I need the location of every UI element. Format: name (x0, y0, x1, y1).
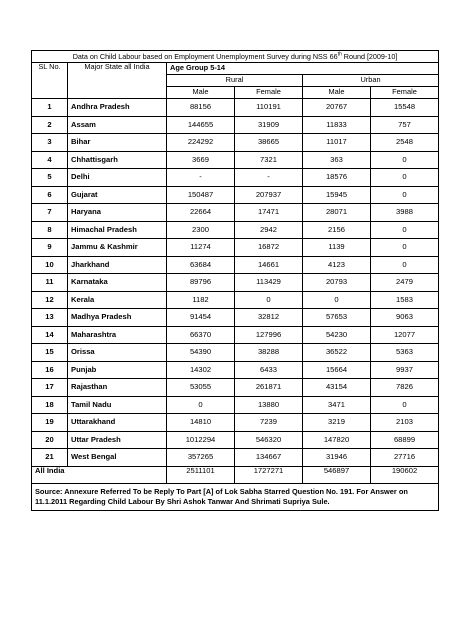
urban-female-cell: 0 (371, 396, 439, 414)
urban-male-cell: 20767 (303, 99, 371, 117)
rural-male-cell: 357265 (167, 449, 235, 467)
rural-female-cell: 546320 (235, 431, 303, 449)
state-name-cell: Kerala (68, 291, 167, 309)
urban-female-cell: 2103 (371, 414, 439, 432)
table-title-sup: th (337, 51, 342, 58)
urban-header: Urban (303, 75, 439, 87)
state-name-cell: Andhra Pradesh (68, 99, 167, 117)
urban-male-cell: 11017 (303, 134, 371, 152)
state-name-cell: Uttarakhand (68, 414, 167, 432)
sl-no-cell: 5 (32, 169, 68, 187)
table-row (32, 344, 439, 362)
urban-male-cell: 28071 (303, 204, 371, 222)
table-title (32, 51, 439, 63)
rural-female-cell: - (235, 169, 303, 187)
sl-no-cell: 11 (32, 274, 68, 292)
rural-female-cell: 38288 (235, 344, 303, 362)
state-name-cell: Tamil Nadu (68, 396, 167, 414)
sl-no-cell: 13 (32, 309, 68, 327)
sl-no-cell: 6 (32, 186, 68, 204)
table-title-tail: Round [2009-10] (341, 51, 398, 61)
table-row (32, 99, 439, 117)
urban-male-cell: 15945 (303, 186, 371, 204)
rural-male-cell: 1182 (167, 291, 235, 309)
urban-male-cell: 20793 (303, 274, 371, 292)
rural-female-cell: 17471 (235, 204, 303, 222)
rural-male-cell: 22664 (167, 204, 235, 222)
sl-no-cell: 21 (32, 449, 68, 467)
state-name-cell: Jharkhand (68, 256, 167, 274)
urban-female-cell: 68899 (371, 431, 439, 449)
table-row (32, 449, 439, 467)
sl-no-cell: 19 (32, 414, 68, 432)
rural-female-cell: 14661 (235, 256, 303, 274)
source-note: Source: Annexure Referred To be Reply To Part [A] of Lok Sabha Starred Question No. 191. For Answer on 11.1.2011 Regarding Child Labour By Shri Ashok Tanwar And Shrimati Supriya Sule. (32, 483, 439, 510)
sl-no-cell: 12 (32, 291, 68, 309)
urban-female-cell: 757 (371, 116, 439, 134)
table-row (32, 134, 439, 152)
urban-male-cell: 57653 (303, 309, 371, 327)
table-row (32, 169, 439, 187)
urban-male-header: Male (303, 87, 371, 99)
table-row (32, 379, 439, 397)
total-label-cell: All India (32, 466, 167, 483)
rural-female-cell: 38665 (235, 134, 303, 152)
urban-female-cell: 5363 (371, 344, 439, 362)
state-name-cell: Himachal Pradesh (68, 221, 167, 239)
table-row (32, 326, 439, 344)
sl-no-header: SL No. (32, 63, 68, 99)
urban-female-cell: 0 (371, 239, 439, 257)
rural-female-cell: 31909 (235, 116, 303, 134)
rural-male-cell: 0 (167, 396, 235, 414)
rural-female-cell: 16872 (235, 239, 303, 257)
sl-no-cell: 16 (32, 361, 68, 379)
rural-header: Rural (167, 75, 303, 87)
total-urban-male-cell: 546897 (303, 466, 371, 483)
urban-male-cell: 1139 (303, 239, 371, 257)
urban-male-cell: 43154 (303, 379, 371, 397)
urban-male-cell: 147820 (303, 431, 371, 449)
urban-female-cell: 15548 (371, 99, 439, 117)
age-group-header: Age Group 5-14 (167, 63, 439, 75)
sl-no-cell: 20 (32, 431, 68, 449)
sl-no-cell: 2 (32, 116, 68, 134)
urban-male-cell: 54230 (303, 326, 371, 344)
state-name-cell: Delhi (68, 169, 167, 187)
rural-female-cell: 13880 (235, 396, 303, 414)
urban-female-cell: 0 (371, 169, 439, 187)
state-name-cell: Chhattisgarh (68, 151, 167, 169)
sl-no-cell: 10 (32, 256, 68, 274)
table-row (32, 274, 439, 292)
state-name-cell: Madhya Pradesh (68, 309, 167, 327)
urban-female-header: Female (371, 87, 439, 99)
table-row (32, 116, 439, 134)
rural-female-cell: 2942 (235, 221, 303, 239)
state-name-cell: Uttar Pradesh (68, 431, 167, 449)
table-row (32, 186, 439, 204)
total-rural-female-cell: 1727271 (235, 466, 303, 483)
table-row (32, 256, 439, 274)
urban-male-cell: 3219 (303, 414, 371, 432)
rural-female-header: Female (235, 87, 303, 99)
urban-male-cell: 3471 (303, 396, 371, 414)
total-rural-male-cell: 2511101 (167, 466, 235, 483)
urban-female-cell: 0 (371, 186, 439, 204)
urban-female-cell: 2548 (371, 134, 439, 152)
rural-male-cell: 91454 (167, 309, 235, 327)
state-name-cell: Karnataka (68, 274, 167, 292)
sl-no-cell: 9 (32, 239, 68, 257)
table-row (32, 239, 439, 257)
urban-male-cell: 363 (303, 151, 371, 169)
rural-female-cell: 127996 (235, 326, 303, 344)
rural-male-cell: 1012294 (167, 431, 235, 449)
sl-no-cell: 4 (32, 151, 68, 169)
rural-male-cell: 14302 (167, 361, 235, 379)
rural-male-cell: 53055 (167, 379, 235, 397)
sl-no-cell: 1 (32, 99, 68, 117)
urban-male-cell: 15664 (303, 361, 371, 379)
state-header: Major State all India (68, 63, 167, 99)
rural-female-cell: 207937 (235, 186, 303, 204)
urban-female-cell: 12077 (371, 326, 439, 344)
urban-male-cell: 0 (303, 291, 371, 309)
rural-male-cell: 88156 (167, 99, 235, 117)
rural-male-cell: 89796 (167, 274, 235, 292)
urban-female-cell: 9063 (371, 309, 439, 327)
rural-male-cell: - (167, 169, 235, 187)
rural-male-cell: 224292 (167, 134, 235, 152)
sl-no-cell: 14 (32, 326, 68, 344)
state-name-cell: West Bengal (68, 449, 167, 467)
rural-female-cell: 6433 (235, 361, 303, 379)
urban-male-cell: 31946 (303, 449, 371, 467)
total-urban-female-cell: 190602 (371, 466, 439, 483)
total-row (32, 466, 439, 483)
rural-female-cell: 7321 (235, 151, 303, 169)
state-name-cell: Punjab (68, 361, 167, 379)
state-name-cell: Orissa (68, 344, 167, 362)
sl-no-cell: 18 (32, 396, 68, 414)
table-row (32, 414, 439, 432)
table-row (32, 204, 439, 222)
urban-female-cell: 3988 (371, 204, 439, 222)
urban-male-cell: 36522 (303, 344, 371, 362)
rural-male-cell: 54390 (167, 344, 235, 362)
state-name-cell: Bihar (68, 134, 167, 152)
rural-female-cell: 113429 (235, 274, 303, 292)
rural-male-cell: 66370 (167, 326, 235, 344)
sl-no-cell: 15 (32, 344, 68, 362)
urban-female-cell: 9937 (371, 361, 439, 379)
table-title-text: Data on Child Labour based on Employment Unemployment Survey during NSS 66 (72, 51, 338, 61)
table-row (32, 309, 439, 327)
state-name-cell: Haryana (68, 204, 167, 222)
rural-female-cell: 110191 (235, 99, 303, 117)
rural-male-cell: 150487 (167, 186, 235, 204)
rural-male-cell: 2300 (167, 221, 235, 239)
rural-female-cell: 0 (235, 291, 303, 309)
rural-male-cell: 144655 (167, 116, 235, 134)
rural-male-cell: 63684 (167, 256, 235, 274)
table-row (32, 151, 439, 169)
sl-no-cell: 17 (32, 379, 68, 397)
urban-female-cell: 0 (371, 151, 439, 169)
child-labour-table (31, 50, 439, 511)
urban-male-cell: 4123 (303, 256, 371, 274)
rural-male-header: Male (167, 87, 235, 99)
rural-female-cell: 32812 (235, 309, 303, 327)
urban-female-cell: 0 (371, 221, 439, 239)
source-row (32, 483, 439, 510)
table-row (32, 221, 439, 239)
urban-male-cell: 11833 (303, 116, 371, 134)
rural-female-cell: 7239 (235, 414, 303, 432)
urban-female-cell: 7826 (371, 379, 439, 397)
urban-female-cell: 27716 (371, 449, 439, 467)
urban-female-cell: 2479 (371, 274, 439, 292)
urban-female-cell: 1583 (371, 291, 439, 309)
table-row (32, 396, 439, 414)
rural-male-cell: 14810 (167, 414, 235, 432)
state-name-cell: Jammu & Kashmir (68, 239, 167, 257)
urban-female-cell: 0 (371, 256, 439, 274)
rural-female-cell: 134667 (235, 449, 303, 467)
state-name-cell: Maharashtra (68, 326, 167, 344)
urban-male-cell: 2156 (303, 221, 371, 239)
state-name-cell: Assam (68, 116, 167, 134)
sl-no-cell: 8 (32, 221, 68, 239)
rural-male-cell: 3669 (167, 151, 235, 169)
rural-male-cell: 11274 (167, 239, 235, 257)
sl-no-cell: 7 (32, 204, 68, 222)
urban-male-cell: 18576 (303, 169, 371, 187)
rural-female-cell: 261871 (235, 379, 303, 397)
table-row (32, 361, 439, 379)
table-row (32, 291, 439, 309)
table-row (32, 431, 439, 449)
state-name-cell: Rajasthan (68, 379, 167, 397)
state-name-cell: Gujarat (68, 186, 167, 204)
sl-no-cell: 3 (32, 134, 68, 152)
